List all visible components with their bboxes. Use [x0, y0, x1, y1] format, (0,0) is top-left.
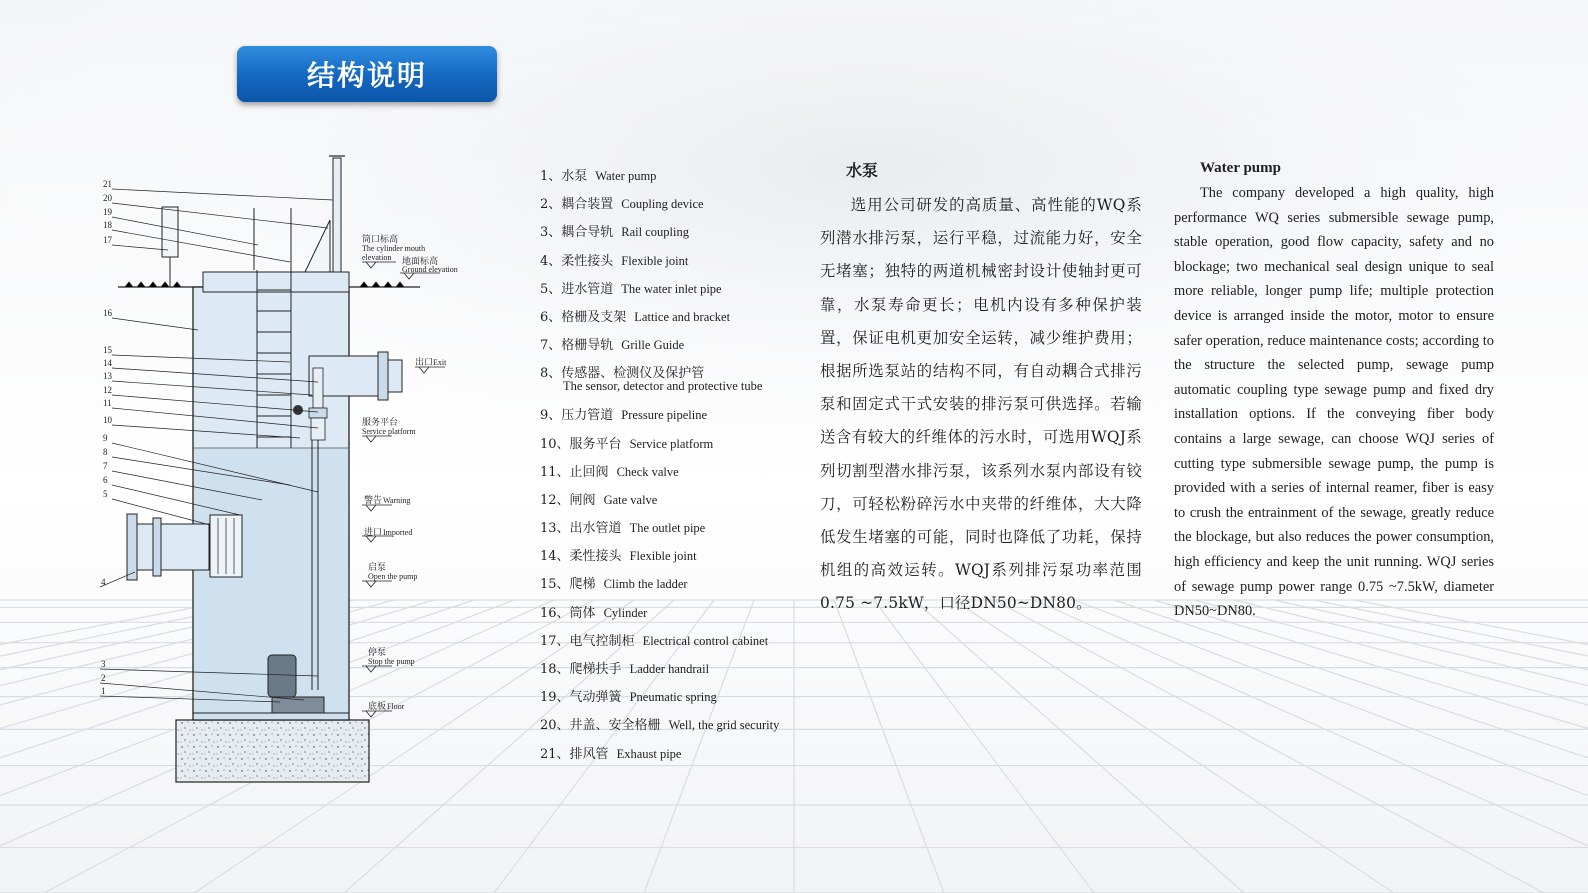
english-description [1174, 160, 1494, 624]
diagram-part-number: 16 [103, 308, 112, 318]
diagram-part-number: 3 [101, 659, 106, 669]
parts-list-item [540, 222, 820, 250]
label-cylinder-mouth-en2: elevation [362, 253, 392, 262]
parts-list-item [540, 405, 820, 433]
diagram-part-number: 4 [101, 577, 106, 587]
parts-list-item [540, 166, 820, 194]
label-imported-en: Imported [383, 528, 413, 537]
part-name-en: Gate valve [603, 492, 658, 507]
part-number: 9、 [540, 408, 562, 424]
parts-list-item [540, 687, 820, 715]
diagram-part-number: 8 [103, 447, 108, 457]
chinese-body: 选用公司研发的高质量、高性能的WQ系列潜水排污泵，运行平稳，过流能力好，安全无堵塞；独特的两道机械密封设计使轴封更可靠，水泵寿命更长；电机内设有多种保护装置，保证电机更加安全运转，减少维护费用；根据所选泵站的结构不同，有自动耦合式排污泵和固定式干式安装的排污泵可供选择。若输送含有较大的纤维体的污水时，可选用WQJ系列切割型潜水排污泵，该系列水泵内部设有铰刀，可轻松粉碎污水中夹带的纤维体，大大降低发生堵塞的可能，同时也降低了功耗，保持机组的高效运转。WQJ系列排污泵功率范围0.75 ~7.5kW，口径DN50~DN80。 [820, 196, 1142, 613]
part-name-en: The sensor, detector and protective tube [563, 379, 763, 394]
parts-list-item [540, 307, 820, 335]
part-name-en: Lattice and bracket [634, 309, 731, 324]
section-title: 结构说明 [306, 59, 427, 92]
parts-list-item [540, 631, 820, 659]
part-number: 10、 [540, 436, 570, 452]
diagram-part-number: 5 [103, 489, 108, 499]
part-name-en: Pneumatic spring [629, 690, 717, 705]
part-name-cn: 柔性接头 [569, 549, 622, 565]
part-name-cn: 进水管道 [561, 281, 614, 297]
diagram-part-number: 13 [103, 371, 112, 381]
part-name-en: Check valve [616, 464, 679, 479]
parts-list-item [540, 546, 820, 574]
chinese-heading: 水泵 [846, 161, 879, 180]
diagram-part-number: 12 [103, 385, 112, 395]
part-number: 15、 [540, 577, 570, 593]
label-exit-cn: 出口 [415, 358, 434, 368]
part-number: 14、 [540, 549, 570, 565]
diagram-part-number: 19 [103, 207, 112, 217]
part-name-cn: 耦合装置 [561, 197, 614, 213]
diagram-part-number: 2 [101, 673, 106, 683]
part-name-en: Rail coupling [621, 225, 689, 240]
label-floor-en: Floor [387, 702, 405, 711]
diagram-part-number: 9 [103, 433, 108, 443]
diagram-part-number: 20 [103, 193, 112, 203]
label-ground-en: Ground elevation [402, 265, 458, 274]
parts-list-item [540, 251, 820, 279]
label-stop-en: Stop the pump [368, 657, 415, 666]
part-number: 2、 [540, 197, 562, 213]
diagram-part-number: 18 [103, 220, 112, 230]
label-platform-en: Service platform [362, 427, 416, 436]
diagram-part-number: 1 [101, 686, 106, 696]
part-name-cn: 电气控制柜 [569, 633, 635, 649]
part-number: 17、 [540, 633, 570, 649]
chinese-description [820, 158, 1142, 621]
part-name-en: Grille Guide [621, 338, 685, 353]
part-name-en: Ladder handrail [629, 662, 710, 676]
part-number: 4、 [540, 253, 562, 269]
part-name-cn: 柔性接头 [561, 253, 614, 269]
part-name-cn: 爬梯 [569, 577, 596, 593]
part-name-en: Coupling device [621, 197, 704, 212]
diagram-part-number: 6 [103, 475, 108, 485]
diagram-part-number: 17 [103, 235, 112, 245]
part-number: 6、 [540, 309, 562, 325]
part-name-en: Flexible joint [621, 253, 689, 268]
part-number: 13、 [540, 521, 570, 537]
parts-list-item [540, 744, 820, 772]
parts-list-item [540, 363, 820, 405]
parts-list-item [540, 659, 820, 687]
part-name-cn: 格栅及支架 [561, 309, 627, 325]
part-name-en: Well, the grid security [668, 718, 780, 733]
part-name-en: Service platform [629, 436, 714, 451]
parts-list-item [540, 194, 820, 222]
diagram-part-number: 21 [103, 179, 112, 189]
part-number: 7、 [540, 338, 562, 354]
part-number: 16、 [540, 605, 570, 621]
label-stop-cn: 停泵 [368, 648, 387, 658]
part-name-en: Flexible joint [629, 549, 697, 564]
part-number: 3、 [540, 225, 562, 241]
part-name-cn: 止回阀 [569, 464, 609, 480]
part-number: 21、 [540, 746, 570, 762]
diagram-part-number: 7 [103, 461, 108, 471]
part-number: 8、 [540, 366, 562, 382]
diagram-part-number: 11 [103, 398, 112, 408]
part-number: 19、 [540, 690, 570, 706]
parts-list-item [540, 335, 820, 363]
part-name-cn: 出水管道 [569, 521, 622, 537]
part-name-cn: 水泵 [561, 169, 588, 184]
label-floor-cn: 底板 [368, 702, 387, 712]
part-number: 12、 [540, 492, 570, 508]
part-name-cn: 服务平台 [569, 436, 622, 452]
diagram-part-number: 10 [103, 415, 112, 425]
part-name-cn: 筒体 [569, 605, 596, 621]
part-name-cn: 耦合导轨 [561, 225, 614, 241]
parts-list-item [540, 434, 820, 462]
diagram-part-number: 14 [103, 358, 112, 368]
label-imported-cn: 进口 [364, 528, 383, 538]
label-exit-en: Exit [433, 358, 447, 367]
parts-list-item [540, 462, 820, 490]
part-name-en: Pressure pipeline [621, 408, 708, 423]
part-name-cn: 排风管 [569, 746, 609, 762]
label-cylinder-mouth-en: The cylinder mouth [362, 244, 426, 253]
part-name-cn: 井盖、安全格栅 [569, 718, 661, 734]
parts-list-item [540, 490, 820, 518]
part-name-cn: 格栅导轨 [561, 338, 614, 354]
parts-list [540, 166, 820, 772]
part-name-en: Exhaust pipe [616, 746, 682, 761]
diagram-part-number: 15 [103, 345, 112, 355]
parts-list-item [540, 603, 820, 631]
parts-list-item [540, 518, 820, 546]
label-warning-cn: 警告 [364, 496, 383, 506]
part-number: 20、 [540, 718, 570, 734]
part-name-en: Water pump [595, 169, 657, 183]
part-name-cn: 闸阀 [569, 492, 596, 508]
label-warning-en: Warning [383, 496, 411, 505]
parts-list-item [540, 574, 820, 602]
label-ground-cn: 地面标高 [402, 257, 439, 267]
parts-list-item [540, 715, 820, 743]
part-number: 18、 [540, 662, 570, 677]
label-platform-cn: 服务平台 [362, 418, 399, 428]
part-number: 5、 [540, 281, 562, 297]
part-name-en: Climb the ladder [603, 577, 688, 592]
part-name-cn: 压力管道 [561, 408, 614, 424]
english-heading: Water pump [1200, 160, 1281, 176]
english-body: The company developed a high quality, high performance WQ series submersible sewage pump, stable operation, good flow capacity, safety and no blockage; two mechanical seal design unique to seal more reliable, longer pump life; multiple protection device is arranged inside the motor, motor to ensure safer operation, reduce maintenance costs; according to the structure the selected pump, sewage pump automatic coupling type sewage pump and fixed dry installation options. If the conveying fiber body contains a large sewage, can choose WQJ series of cutting type submersible sewage pump, the pump is provided with a series of internal reamer, fiber is easy to crush the entrainment of the sewage, greatly reduce the blockage, but also reduces the power consumption, high efficiency and keep the unit running. WQJ series of sewage pump power range 0.75 ~7.5kW, diameter DN50~DN80. [1174, 185, 1494, 620]
label-open-cn: 启泵 [368, 563, 387, 573]
part-number: 11、 [540, 464, 570, 480]
part-name-cn: 爬梯扶手 [569, 662, 622, 677]
part-name-cn: 传感器、检测仪及保护管 [561, 366, 705, 382]
part-name-en: Electrical control cabinet [642, 633, 769, 648]
part-name-cn: 气动弹簧 [569, 690, 622, 706]
parts-list-item [540, 279, 820, 307]
label-cylinder-mouth-cn: 筒口标高 [362, 235, 399, 245]
label-open-en: Open the pump [368, 572, 418, 581]
part-name-en: The outlet pipe [629, 521, 706, 536]
part-number: 1、 [540, 169, 562, 184]
part-name-en: Cylinder [603, 605, 648, 620]
part-name-en: The water inlet pipe [621, 281, 722, 296]
